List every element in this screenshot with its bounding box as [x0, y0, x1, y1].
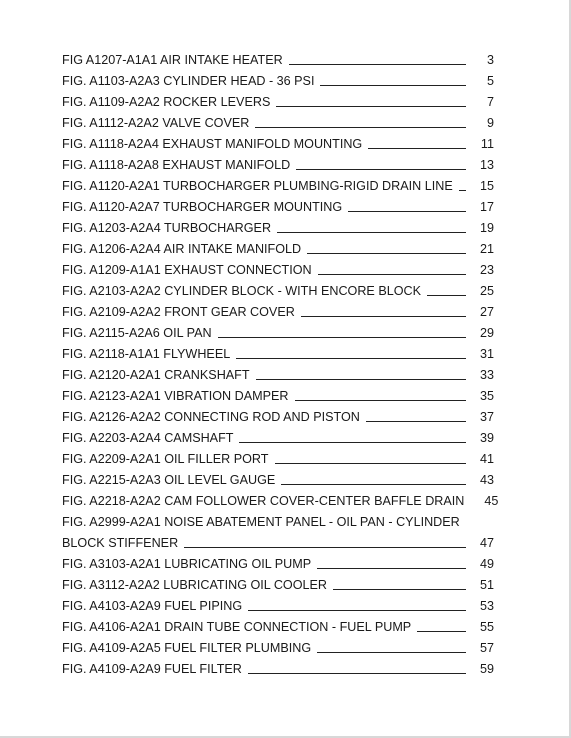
dot-leader: [368, 147, 466, 149]
dot-leader: [295, 399, 466, 401]
toc-entry-title: FIG. A1118-A2A8 EXHAUST MANIFOLD: [62, 158, 291, 172]
dot-leader: [417, 630, 466, 632]
dot-leader: [236, 357, 466, 359]
dot-leader: [184, 546, 466, 548]
toc-entry[interactable]: [62, 176, 494, 197]
toc-entry-title: FIG. A3112-A2A2 LUBRICATING OIL COOLER: [62, 578, 328, 592]
dot-leader: [318, 273, 466, 275]
toc-entry-page-number: 19: [479, 221, 494, 235]
toc-entry-title-line2: BLOCK STIFFENER: [62, 536, 179, 550]
toc-entry-title: FIG. A2209-A2A1 OIL FILLER PORT: [62, 452, 269, 466]
toc-entry[interactable]: [62, 512, 494, 554]
toc-entry-title-line1: FIG. A2999-A2A1 NOISE ABATEMENT PANEL - OIL PAN - CYLINDER: [62, 515, 460, 529]
dot-leader: [333, 588, 466, 590]
toc-entry-title: FIG. A2120-A2A1 CRANKSHAFT: [62, 368, 250, 382]
toc-entry-title: FIG. A2215-A2A3 OIL LEVEL GAUGE: [62, 473, 276, 487]
toc-entry-title: FIG. A4106-A2A1 DRAIN TUBE CONNECTION - FUEL PUMP: [62, 620, 412, 634]
toc-entry-title: FIG. A2126-A2A2 CONNECTING ROD AND PISTON: [62, 410, 360, 424]
toc-entry-title: FIG. A2123-A2A1 VIBRATION DAMPER: [62, 389, 289, 403]
toc-entry[interactable]: [62, 407, 494, 428]
toc-entry-title: FIG. A2115-A2A6 OIL PAN: [62, 326, 212, 340]
toc-entry[interactable]: [62, 134, 494, 155]
toc-entry-page-number: 21: [479, 242, 494, 256]
toc-entry-page-number: 23: [479, 263, 494, 277]
toc-entry-title: FIG. A4103-A2A9 FUEL PIPING: [62, 599, 243, 613]
toc-entry-page-number: 43: [479, 473, 494, 487]
toc-entry[interactable]: [62, 428, 494, 449]
toc-entry-title: FIG. A1118-A2A4 EXHAUST MANIFOLD MOUNTING: [62, 137, 363, 151]
toc-entry-page-number: 15: [479, 179, 494, 193]
dot-leader: [296, 168, 466, 170]
toc-entry-page-number: 59: [479, 662, 494, 676]
toc-entry-page-number: 35: [479, 389, 494, 403]
toc-entry[interactable]: [62, 197, 494, 218]
toc-entry-page-number: 13: [479, 158, 494, 172]
toc-entries-group: [62, 50, 499, 512]
toc-entry[interactable]: [62, 218, 494, 239]
toc-entry[interactable]: [62, 491, 499, 512]
toc-entry[interactable]: [62, 281, 494, 302]
dot-leader: [317, 651, 466, 653]
dot-leader: [256, 378, 466, 380]
toc-entry-title: FIG. A1203-A2A4 TURBOCHARGER: [62, 221, 272, 235]
dot-leader: [289, 63, 466, 65]
toc-entry[interactable]: [62, 470, 494, 491]
toc-entry[interactable]: [62, 554, 494, 575]
toc-entry-title: FIG. A2218-A2A2 CAM FOLLOWER COVER-CENTER BAFFLE DRAIN: [62, 494, 465, 508]
toc-entry-page-number: 9: [486, 116, 494, 130]
toc-entry-page-number: 17: [479, 200, 494, 214]
toc-entry-page-number: 25: [479, 284, 494, 298]
toc-entry[interactable]: [62, 638, 494, 659]
toc-entry[interactable]: [62, 449, 494, 470]
toc-entry[interactable]: [62, 92, 494, 113]
dot-leader: [317, 567, 466, 569]
toc-entry-page-number: 29: [479, 326, 494, 340]
toc-entry-title: FIG. A1112-A2A2 VALVE COVER: [62, 116, 250, 130]
toc-entry-page-number: 47: [479, 536, 494, 550]
toc-entry-page-number: 3: [486, 53, 494, 67]
dot-leader: [459, 189, 466, 191]
dot-leader: [275, 462, 467, 464]
toc-entry-page-number: 27: [479, 305, 494, 319]
toc-entry[interactable]: [62, 155, 494, 176]
table-of-contents: [62, 50, 499, 680]
toc-entry-page-number: 41: [479, 452, 494, 466]
toc-entry[interactable]: [62, 302, 494, 323]
toc-entry-page-number: 57: [479, 641, 494, 655]
toc-entry-title: FIG. A4109-A2A9 FUEL FILTER: [62, 662, 242, 676]
toc-entry[interactable]: [62, 50, 494, 71]
dot-leader: [248, 609, 466, 611]
dot-leader: [276, 105, 466, 107]
toc-entry[interactable]: [62, 323, 494, 344]
toc-entry[interactable]: [62, 365, 494, 386]
toc-entry-page-number: 51: [479, 578, 494, 592]
toc-entry-page-number: 5: [486, 74, 494, 88]
toc-entry-page-number: 45: [484, 494, 499, 508]
toc-entry[interactable]: [62, 617, 494, 638]
toc-entry-title: FIG. A1109-A2A2 ROCKER LEVERS: [62, 95, 271, 109]
toc-entry[interactable]: [62, 596, 494, 617]
toc-entry-title: FIG. A3103-A2A1 LUBRICATING OIL PUMP: [62, 557, 312, 571]
toc-entry[interactable]: [62, 239, 494, 260]
dot-leader: [218, 336, 466, 338]
dot-leader: [281, 483, 466, 485]
toc-entry-page-number: 11: [480, 137, 494, 151]
toc-entry-title: FIG. A2109-A2A2 FRONT GEAR COVER: [62, 305, 295, 319]
toc-entry-page-number: 49: [479, 557, 494, 571]
toc-entry[interactable]: [62, 113, 494, 134]
toc-entry[interactable]: [62, 260, 494, 281]
toc-entry[interactable]: [62, 386, 494, 407]
toc-entry-title: FIG. A1120-A2A1 TURBOCHARGER PLUMBING-RIGID DRAIN LINE: [62, 179, 453, 193]
toc-entry-title: FIG A1207-A1A1 AIR INTAKE HEATER: [62, 53, 283, 67]
dot-leader: [301, 315, 466, 317]
dot-leader: [348, 210, 466, 212]
toc-entry-title: FIG. A2103-A2A2 CYLINDER BLOCK - WITH ENCORE BLOCK: [62, 284, 422, 298]
toc-entry-title: FIG. A1120-A2A7 TURBOCHARGER MOUNTING: [62, 200, 343, 214]
toc-entry[interactable]: [62, 71, 494, 92]
toc-entry-page-number: 53: [479, 599, 494, 613]
toc-entry-title: FIG. A2203-A2A4 CAMSHAFT: [62, 431, 234, 445]
dot-leader: [307, 252, 466, 254]
dot-leader: [255, 126, 466, 128]
toc-entry-page-number: 37: [479, 410, 494, 424]
toc-entries-group-after: [62, 554, 494, 680]
toc-entry-page-number: 55: [479, 620, 494, 634]
toc-entry[interactable]: [62, 659, 494, 680]
dot-leader: [427, 294, 466, 296]
dot-leader: [320, 84, 466, 86]
toc-entry-title: FIG. A1103-A2A3 CYLINDER HEAD - 36 PSI: [62, 74, 315, 88]
dot-leader: [277, 231, 466, 233]
toc-entry-title: FIG. A1209-A1A1 EXHAUST CONNECTION: [62, 263, 312, 277]
toc-entry-page-number: 31: [479, 347, 494, 361]
toc-entry-page-number: 7: [486, 95, 494, 109]
toc-entry[interactable]: [62, 344, 494, 365]
dot-leader: [366, 420, 466, 422]
dot-leader: [239, 441, 466, 443]
toc-entry-page-number: 33: [479, 368, 494, 382]
toc-entry-title: FIG. A1206-A2A4 AIR INTAKE MANIFOLD: [62, 242, 302, 256]
dot-leader: [248, 672, 466, 674]
toc-entry-title: FIG. A2118-A1A1 FLYWHEEL: [62, 347, 231, 361]
toc-entry-title: FIG. A4109-A2A5 FUEL FILTER PLUMBING: [62, 641, 312, 655]
toc-entry-page-number: 39: [479, 431, 494, 445]
toc-entry[interactable]: [62, 575, 494, 596]
